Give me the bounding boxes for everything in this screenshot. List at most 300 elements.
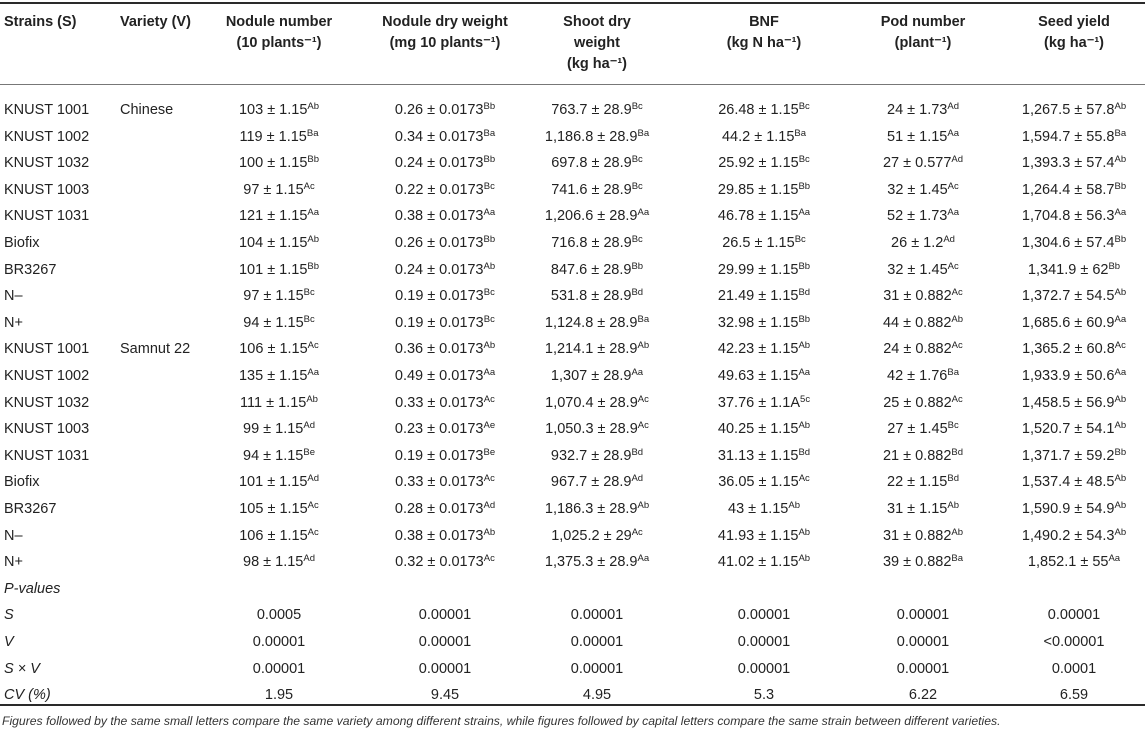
significance-letters: Ab [951,313,964,325]
cell-value: 1,214.1 ± 28.9 [544,341,638,358]
cell-value: 99 ± 1.15 [243,421,304,438]
cell-value: 25.92 ± 1.15 [718,155,799,172]
significance-letters: Ab [307,233,320,245]
table-cell [551,523,643,550]
cell-value: 100 ± 1.15 [238,155,308,172]
significance-letters: Bc [947,419,959,431]
cell-value: 32 ± 1.45 [887,261,948,278]
cell-value: 29.85 ± 1.15 [717,181,799,198]
cell-value: 847.6 ± 28.9 [550,261,632,278]
table-cell [239,523,319,550]
table-cell [1022,336,1126,363]
table-cell [239,496,319,523]
column-header-line: (kg ha⁻¹) [1043,35,1105,51]
cell-value: 44.2 ± 1.15 [721,128,795,145]
significance-letters: Ba [1114,127,1127,139]
cell-value: 52 ± 1.73 [887,208,948,225]
table-cell [545,310,649,337]
cell-value: 21.49 ± 1.15 [717,288,799,305]
table-cell [1044,629,1105,656]
table-cell [1028,257,1120,284]
significance-letters: Ac [951,393,963,405]
table-cell [239,97,319,124]
table-cell [718,97,810,124]
cell-value: 1,186.3 ± 28.9 [544,501,638,517]
table-row [0,283,1145,310]
significance-letters: Ab [637,499,650,511]
cell-value: 0.32 ± 0.0173 [395,554,484,571]
table-cell [551,443,643,470]
table-row [0,310,1145,337]
table-cell [887,97,959,124]
table-cell [239,336,319,363]
significance-letters: Aa [947,207,959,219]
cell-value: 0.00001 [570,660,624,677]
column-header [226,12,332,54]
cell-value: 39 ± 0.882 [882,554,952,571]
significance-letters: Aa [637,552,650,564]
table-cell [1022,523,1126,550]
table-row [0,656,1145,683]
variety-cell: Chinese [120,102,174,118]
table-cell [551,283,643,310]
table-cell [1022,390,1126,417]
cell-value: 1,520.7 ± 54.1 [1021,421,1115,438]
cell-value: 1,490.2 ± 54.3 [1021,527,1115,544]
significance-letters: Aa [1114,207,1127,219]
strain-cell: BR3267 [4,501,57,517]
significance-letters: Bb [798,313,811,325]
table-cell [1022,310,1126,337]
table-cell [718,469,810,496]
table-cell [883,283,963,310]
cell-value: 1,264.4 ± 58.7 [1021,181,1115,198]
table-cell [395,469,495,496]
column-header-line: weight [574,35,620,51]
cell-value: 6.22 [908,687,938,704]
cell-value: 1,341.9 ± 62 [1027,261,1109,278]
table-cell [551,177,643,204]
cell-value: 0.00001 [252,634,306,650]
column-header [727,12,802,54]
table-row [0,549,1145,576]
column-header-line: Shoot dry [563,14,631,30]
significance-letters: Ac [1114,340,1126,352]
significance-letters: Ba [306,127,319,139]
significance-letters: Aa [1114,313,1127,325]
cell-value: 1,050.3 ± 28.9 [545,421,638,438]
table-cell [1022,203,1126,230]
cell-value: 31.13 ± 1.15 [717,447,799,464]
table-row [0,150,1145,177]
table-cell [883,443,963,470]
pvalues-label: P-values [4,580,61,597]
significance-letters: Aa [631,366,644,378]
cell-value: 94 ± 1.15 [243,447,304,464]
table-bottom-rule [0,704,1145,706]
cell-value: 26.48 ± 1.15 [718,102,799,118]
table-cell [1022,443,1126,470]
cell-value: 0.19 ± 0.0173 [394,447,484,464]
cell-value: 741.6 ± 28.9 [551,181,632,198]
significance-letters: Ba [637,127,650,139]
cell-value: 0.00001 [737,660,791,677]
table-row [0,496,1145,523]
table-cell [239,469,319,496]
table-row [0,336,1145,363]
column-header-line: Nodule dry weight [382,14,508,30]
cell-value: 0.19 ± 0.0173 [395,314,484,331]
table-cell [419,656,471,683]
table-cell [551,257,643,284]
cell-value: 46.78 ± 1.15 [717,208,799,225]
table-cell [1022,97,1126,124]
significance-letters: Ad [947,100,959,112]
cell-value: 0.00001 [896,634,950,650]
table-cell [891,230,955,257]
cell-value: 1,307 ± 28.9 [550,368,632,384]
stat-label: S × V [4,660,40,677]
table-cell [718,363,810,390]
table-cell [243,443,315,470]
table-cell [419,629,471,656]
cell-value: 0.26 ± 0.0173 [394,102,484,118]
cell-value: 0.22 ± 0.0173 [395,181,484,198]
significance-letters: Bc [794,233,806,245]
cell-value: 105 ± 1.15 [239,501,308,517]
cell-value: 0.00001 [252,660,306,677]
cell-value: 29.99 ± 1.15 [717,261,799,278]
cell-value: 41.02 ± 1.15 [717,554,799,571]
cell-value: 4.95 [582,687,612,704]
cell-value: 26.5 ± 1.15 [722,235,795,251]
table-cell [718,523,810,550]
cell-value: 0.33 ± 0.0173 [395,474,484,491]
cell-value: 5.3 [753,687,775,704]
table-row [0,629,1145,656]
significance-letters: Bb [1114,180,1127,192]
cell-value: 31 ± 1.15 [887,501,948,517]
significance-letters: Bc [798,100,810,112]
cell-value: 111 ± 1.15 [240,394,307,411]
cell-value: 135 ± 1.15 [238,368,308,384]
cell-value: 101 ± 1.15 [238,474,308,491]
strain-cell: KNUST 1031 [4,208,90,225]
significance-letters: Aa [637,207,650,219]
significance-letters: Ac [483,552,495,564]
table-cell [240,124,319,151]
cell-value: 121 ± 1.15 [238,208,308,225]
table-cell [1022,150,1126,177]
significance-letters: Ae [483,419,496,431]
table-header-rule [0,84,1145,85]
table-cell [718,150,810,177]
column-header-line: Strains (S) [4,14,77,30]
table-cell [545,549,649,576]
significance-letters: Ab [788,499,800,511]
significance-letters: Ac [947,260,959,272]
strain-cell: N– [4,527,23,544]
table-cell [1022,363,1126,390]
cell-value: 0.26 ± 0.0173 [394,235,484,251]
significance-letters: Ab [798,419,811,431]
table-cell [887,469,959,496]
strain-cell: N+ [4,554,23,571]
table-cell [545,416,649,443]
table-cell [239,203,319,230]
cell-value: 1,393.3 ± 57.4 [1021,155,1115,172]
cell-value: <0.00001 [1043,634,1105,650]
cell-value: 106 ± 1.15 [239,341,308,358]
table-cell [240,390,318,417]
significance-letters: Aa [307,207,320,219]
table-cell [395,257,495,284]
table-cell [718,257,810,284]
table-cell [1022,124,1126,151]
table-cell [395,523,495,550]
cell-value: 103 ± 1.15 [238,102,308,118]
table-cell [551,150,643,177]
column-header-line: Variety (V) [120,14,191,30]
table-cell [718,310,810,337]
table-cell [883,549,963,576]
cell-value: 1,458.5 ± 56.9 [1021,394,1115,411]
cell-value: 97 ± 1.15 [243,181,304,198]
significance-letters: Aa [307,366,320,378]
table-cell [1022,283,1126,310]
table-cell [883,336,963,363]
strain-cell: Biofix [4,474,40,491]
significance-letters: Aa [798,207,811,219]
table-cell [395,97,495,124]
table-cell [239,150,319,177]
cell-value: 1,594.7 ± 55.8 [1021,128,1115,145]
cell-value: 42 ± 1.76 [887,368,948,384]
significance-letters: Ac [947,180,959,192]
table-cell [1052,656,1096,683]
cell-value: 0.33 ± 0.0173 [395,394,484,411]
cell-value: 27 ± 0.577 [882,155,952,172]
significance-letters: Bd [951,446,964,458]
table-row [0,576,1145,603]
significance-letters: Ab [483,340,496,352]
cell-value: 1,070.4 ± 28.9 [545,394,638,411]
table-cell [551,230,643,257]
table-cell [243,416,315,443]
cell-value: 0.00001 [737,607,791,624]
table-cell [887,416,958,443]
table-cell [395,336,495,363]
significance-letters: Bc [631,153,643,165]
significance-letters: Ab [1114,419,1127,431]
significance-letters: Ba [951,552,964,564]
significance-letters: Bc [631,233,643,245]
table-footnote: Figures followed by the same small letters compare the same variety among different strains, while figures followed by capital letters compare the same strain between different varieties. [2,714,1001,728]
significance-letters: Bc [303,313,315,325]
significance-letters: Ad [951,153,964,165]
cell-value: 1,371.7 ± 59.2 [1021,447,1115,464]
significance-letters: Ac [307,340,319,352]
cell-value: 1,025.2 ± 29 [551,527,632,544]
cell-value: 24 ± 1.73 [887,102,948,118]
table-cell [718,390,810,417]
cell-value: 716.8 ± 28.9 [551,235,632,251]
table-cell [718,416,810,443]
significance-letters: Bd [947,473,959,485]
strain-cell: Biofix [4,235,40,251]
significance-letters: Ad [483,499,496,511]
cell-value: 6.59 [1059,687,1089,704]
table-cell [722,124,806,151]
significance-letters: 5c [800,393,811,405]
table-cell [239,230,319,257]
strain-cell: KNUST 1031 [4,447,90,464]
cell-value: 1,206.6 ± 28.9 [544,208,638,225]
table-cell [571,629,623,656]
cell-value: 104 ± 1.15 [238,235,308,251]
table-cell [545,496,649,523]
significance-letters: Ac [307,526,319,538]
significance-letters: Ac [951,286,963,298]
significance-letters: Bd [631,446,644,458]
table-cell [395,124,495,151]
table-cell [887,257,958,284]
table-cell [243,177,314,204]
significance-letters: Bb [483,153,496,165]
cell-value: 932.7 ± 28.9 [550,447,632,464]
cell-value: 0.00001 [418,660,472,677]
significance-letters: Ab [798,340,811,352]
cell-value: 94 ± 1.15 [243,314,304,331]
table-cell [1028,549,1120,576]
significance-letters: Bc [483,313,495,325]
table-cell [718,443,810,470]
significance-letters: Bb [798,260,811,272]
table-cell [1022,416,1126,443]
cell-value: 1,852.1 ± 55 [1027,554,1109,571]
table-cell [419,602,471,629]
significance-letters: Ba [637,313,650,325]
column-header [120,12,191,33]
significance-letters: Ad [631,473,644,485]
table-cell [1048,602,1100,629]
cell-value: 97 ± 1.15 [243,288,304,305]
table-row [0,97,1145,124]
cell-value: 36.05 ± 1.15 [718,474,799,491]
column-header-line: (kg N ha⁻¹) [726,35,802,51]
table-cell [1022,469,1126,496]
cell-value: 0.34 ± 0.0173 [394,128,484,145]
significance-letters: Ab [1114,393,1127,405]
significance-letters: Ac [637,419,649,431]
significance-letters: Bc [483,180,495,192]
cell-value: 1,933.9 ± 50.6 [1021,368,1115,384]
table-cell [545,203,649,230]
table-cell [395,310,495,337]
strain-cell: BR3267 [4,261,57,278]
significance-letters: Ac [483,393,495,405]
table-cell [728,496,800,523]
column-header-line: Nodule number [225,14,333,30]
significance-letters: Bc [631,180,643,192]
significance-letters: Ab [947,499,959,511]
cell-value: 0.00001 [737,634,791,650]
table-cell [718,283,810,310]
table-cell [395,283,495,310]
cell-value: 32 ± 1.45 [887,181,948,198]
strain-cell: KNUST 1001 [4,102,90,118]
significance-letters: Be [483,446,496,458]
table-cell [395,549,495,576]
significance-letters: Ad [303,552,315,564]
cell-value: 40.25 ± 1.15 [717,421,799,438]
variety-cell: Samnut 22 [120,341,191,358]
table-cell [395,496,495,523]
significance-letters: Be [303,446,315,458]
strain-cell: KNUST 1003 [4,181,90,198]
significance-letters: Ba [947,366,959,378]
table-cell [545,390,649,417]
cell-value: 22 ± 1.15 [887,474,948,491]
column-header [1038,12,1110,54]
table-cell [243,549,315,576]
significance-letters: Bc [631,100,643,112]
significance-letters: Ba [794,127,807,139]
cell-value: 0.00001 [570,634,624,650]
cell-value: 41.93 ± 1.15 [717,527,799,544]
cell-value: 1,704.8 ± 56.3 [1021,208,1115,225]
table-cell [1022,230,1126,257]
cell-value: 0.19 ± 0.0173 [395,288,484,305]
significance-letters: Aa [483,366,496,378]
significance-letters: Bd [798,446,811,458]
significance-letters: Ac [303,180,315,192]
strain-cell: KNUST 1032 [4,394,90,411]
cell-value: 1,375.3 ± 28.9 [544,554,638,571]
table-row [0,443,1145,470]
significance-letters: Ab [307,100,320,112]
significance-letters: Bb [483,233,496,245]
strain-cell: N+ [4,314,23,331]
cell-value: 119 ± 1.15 [239,128,307,145]
table-cell [887,203,959,230]
significance-letters: Ab [1114,499,1127,511]
table-cell [738,602,790,629]
cell-value: 25 ± 0.882 [883,394,952,411]
table-cell [738,656,790,683]
table-cell [887,124,959,151]
table-cell [395,390,495,417]
cell-value: 0.00001 [418,634,472,650]
strain-cell: KNUST 1003 [4,421,90,438]
significance-letters: Bb [1108,260,1121,272]
column-header-line: (plant⁻¹) [894,35,952,51]
cell-value: 1,537.4 ± 48.5 [1021,474,1115,491]
cell-value: 1.95 [264,687,294,704]
table-cell [887,177,958,204]
cell-value: 0.36 ± 0.0173 [394,341,484,358]
cell-value: 43 ± 1.15 [728,501,789,517]
table-cell [253,629,305,656]
column-header-line: Seed yield [1038,14,1110,30]
table-top-rule [0,2,1145,4]
table-row [0,257,1145,284]
table-row [0,602,1145,629]
cell-value: 0.0001 [1051,660,1097,677]
column-header [563,12,631,75]
cell-value: 1,267.5 ± 57.8 [1021,102,1115,118]
cell-value: 0.00001 [418,607,472,624]
